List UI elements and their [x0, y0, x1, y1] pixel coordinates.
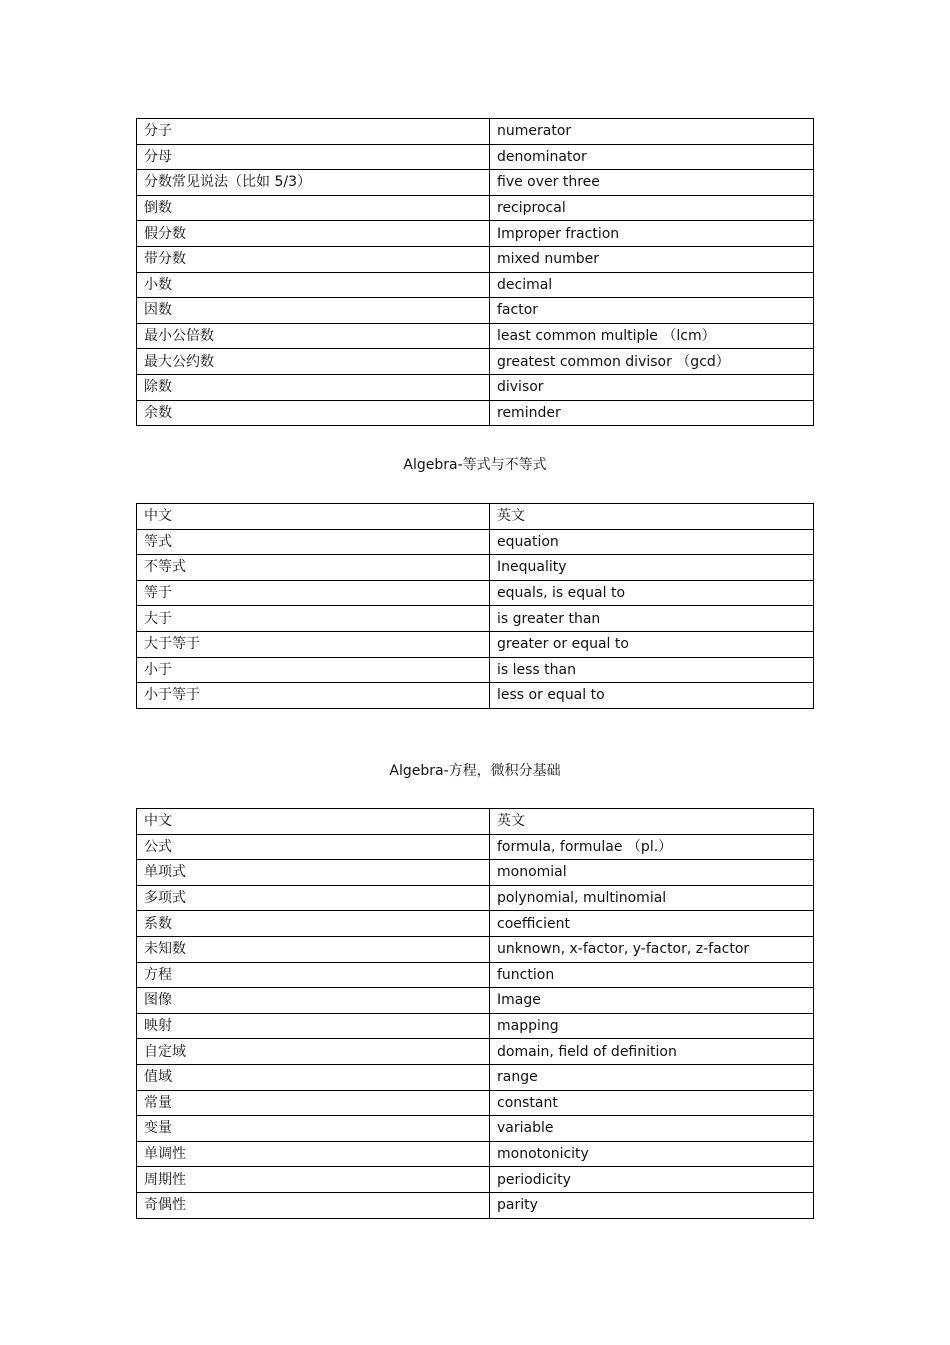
table-row — [137, 1116, 814, 1142]
table-row — [137, 1039, 814, 1065]
section-title-equations-inequalities: Algebra-等式与不等式 — [403, 457, 547, 473]
table-row — [137, 221, 814, 247]
english-term: numerator — [490, 119, 814, 145]
chinese-term: 等式 — [137, 529, 490, 555]
table-row — [137, 911, 814, 937]
table-row — [137, 1013, 814, 1039]
table-row — [137, 119, 814, 145]
english-term: divisor — [490, 374, 814, 400]
table-row — [137, 834, 814, 860]
equations-inequalities-table — [136, 503, 814, 709]
chinese-term: 不等式 — [137, 555, 490, 581]
english-term: reciprocal — [490, 195, 814, 221]
english-term: less or equal to — [490, 683, 814, 709]
english-term: mapping — [490, 1013, 814, 1039]
chinese-term: 系数 — [137, 911, 490, 937]
chinese-term: 等于 — [137, 580, 490, 606]
chinese-term: 分数常见说法（比如 5/3） — [137, 170, 490, 196]
table-row — [137, 349, 814, 375]
table-row — [137, 246, 814, 272]
chinese-term: 变量 — [137, 1116, 490, 1142]
table-header-row — [137, 809, 814, 835]
section-title-functions-calculus: Algebra-方程，微积分基础 — [389, 763, 561, 779]
english-term: function — [490, 962, 814, 988]
chinese-term: 图像 — [137, 988, 490, 1014]
fractions-vocab-table — [136, 118, 814, 426]
chinese-term: 因数 — [137, 298, 490, 324]
english-term: factor — [490, 298, 814, 324]
chinese-term: 方程 — [137, 962, 490, 988]
chinese-term: 大于等于 — [137, 631, 490, 657]
english-term: monotonicity — [490, 1141, 814, 1167]
table-row — [137, 272, 814, 298]
english-term: Inequality — [490, 555, 814, 581]
english-term: unknown, x-factor, y-factor, z-factor — [490, 936, 814, 962]
chinese-term: 分母 — [137, 144, 490, 170]
table-row — [137, 885, 814, 911]
english-term: five over three — [490, 170, 814, 196]
table-row — [137, 374, 814, 400]
chinese-term: 最小公倍数 — [137, 323, 490, 349]
table-row — [137, 631, 814, 657]
chinese-term: 奇偶性 — [137, 1192, 490, 1218]
chinese-term: 分子 — [137, 119, 490, 145]
chinese-term: 余数 — [137, 400, 490, 426]
chinese-term: 最大公约数 — [137, 349, 490, 375]
table-row — [137, 1090, 814, 1116]
table-row — [137, 1141, 814, 1167]
chinese-term: 多项式 — [137, 885, 490, 911]
table-row — [137, 580, 814, 606]
table-body — [137, 119, 814, 426]
chinese-term: 倒数 — [137, 195, 490, 221]
chinese-term: 除数 — [137, 374, 490, 400]
chinese-term: 单项式 — [137, 860, 490, 886]
column-header-english: 英文 — [490, 809, 814, 835]
table-body — [137, 504, 814, 709]
table-row — [137, 555, 814, 581]
table-row — [137, 529, 814, 555]
column-header-chinese: 中文 — [137, 809, 490, 835]
table-row — [137, 400, 814, 426]
chinese-term: 未知数 — [137, 936, 490, 962]
table-row — [137, 606, 814, 632]
english-term: greatest common divisor （gcd） — [490, 349, 814, 375]
chinese-term: 值域 — [137, 1064, 490, 1090]
english-term: monomial — [490, 860, 814, 886]
chinese-term: 自定域 — [137, 1039, 490, 1065]
english-term: range — [490, 1064, 814, 1090]
english-term: domain, field of definition — [490, 1039, 814, 1065]
english-term: reminder — [490, 400, 814, 426]
chinese-term: 单调性 — [137, 1141, 490, 1167]
chinese-term: 常量 — [137, 1090, 490, 1116]
chinese-term: 公式 — [137, 834, 490, 860]
english-term: least common multiple （lcm） — [490, 323, 814, 349]
column-header-chinese: 中文 — [137, 504, 490, 530]
chinese-term: 假分数 — [137, 221, 490, 247]
english-term: Improper fraction — [490, 221, 814, 247]
functions-calculus-table — [136, 808, 814, 1219]
table-row — [137, 988, 814, 1014]
table-row — [137, 683, 814, 709]
table-row — [137, 323, 814, 349]
english-term: periodicity — [490, 1167, 814, 1193]
english-term: is less than — [490, 657, 814, 683]
column-header-english: 英文 — [490, 504, 814, 530]
english-term: polynomial, multinomial — [490, 885, 814, 911]
english-term: denominator — [490, 144, 814, 170]
chinese-term: 周期性 — [137, 1167, 490, 1193]
chinese-term: 小数 — [137, 272, 490, 298]
table-row — [137, 170, 814, 196]
english-term: coefficient — [490, 911, 814, 937]
english-term: formula, formulae （pl.） — [490, 834, 814, 860]
english-term: constant — [490, 1090, 814, 1116]
table-row — [137, 1167, 814, 1193]
table-header-row — [137, 504, 814, 530]
chinese-term: 大于 — [137, 606, 490, 632]
english-term: mixed number — [490, 246, 814, 272]
table-body — [137, 809, 814, 1219]
chinese-term: 小于等于 — [137, 683, 490, 709]
table-row — [137, 657, 814, 683]
english-term: parity — [490, 1192, 814, 1218]
table-row — [137, 195, 814, 221]
english-term: equals, is equal to — [490, 580, 814, 606]
chinese-term: 映射 — [137, 1013, 490, 1039]
table-row — [137, 1064, 814, 1090]
table-row — [137, 144, 814, 170]
table-row — [137, 860, 814, 886]
english-term: decimal — [490, 272, 814, 298]
table-row — [137, 936, 814, 962]
english-term: is greater than — [490, 606, 814, 632]
english-term: greater or equal to — [490, 631, 814, 657]
chinese-term: 带分数 — [137, 246, 490, 272]
table-row — [137, 962, 814, 988]
english-term: Image — [490, 988, 814, 1014]
english-term: variable — [490, 1116, 814, 1142]
english-term: equation — [490, 529, 814, 555]
chinese-term: 小于 — [137, 657, 490, 683]
table-row — [137, 298, 814, 324]
table-row — [137, 1192, 814, 1218]
